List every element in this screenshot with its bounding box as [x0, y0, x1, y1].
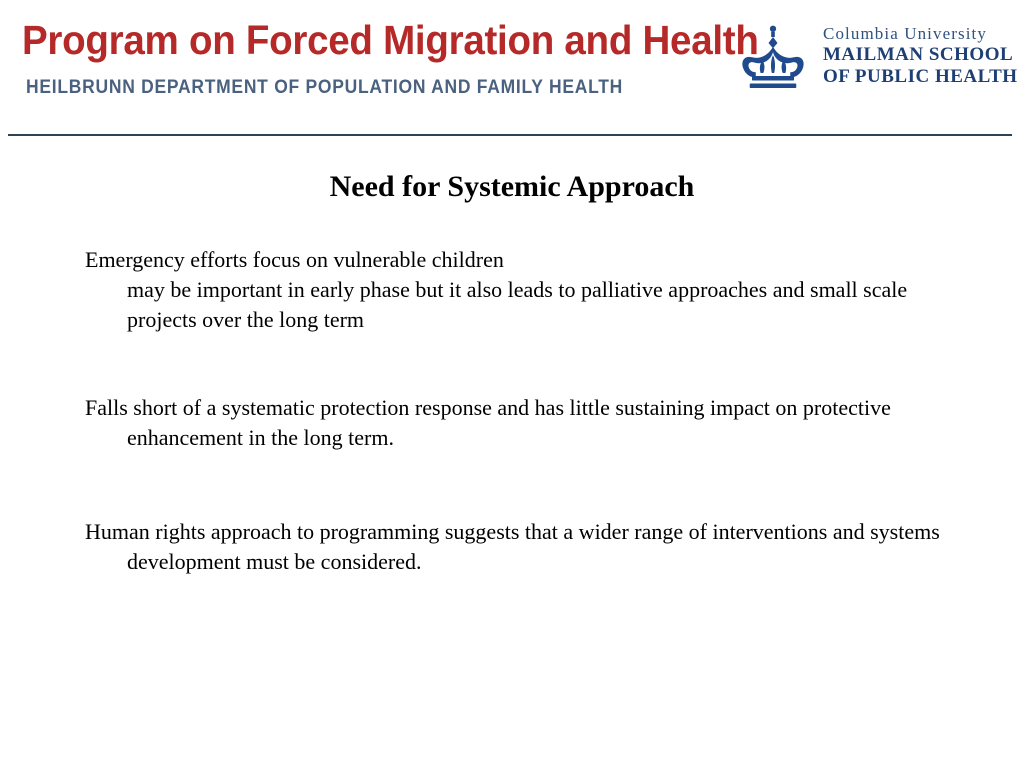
slide-body: [85, 245, 965, 577]
body-spacer-2: [85, 481, 965, 517]
body-block-3: [85, 517, 965, 577]
columbia-wordmark: [823, 24, 1018, 88]
program-logo: [22, 16, 759, 101]
body-block-1-lead: Emergency efforts focus on vulnerable children: [85, 247, 504, 272]
mailman-school-label: MAILMAN SCHOOL: [823, 44, 1014, 65]
body-block-2-lead: Falls short of a systematic protection response and has little sustaining impact on protective enhancement in the long term.: [85, 395, 891, 450]
header-divider: [8, 134, 1012, 136]
body-block-3-lead: Human rights approach to programming suggests that a wider range of interventions and systems development must be considered.: [85, 519, 940, 574]
body-spacer-1: [85, 363, 965, 393]
slide-header: [0, 0, 1024, 136]
program-logo-title: Program on Forced Migration and Health: [22, 17, 759, 63]
body-block-2: [85, 393, 965, 453]
body-block-1-detail: may be important in early phase but it also leads to palliative approaches and small scale projects over the long term: [127, 277, 908, 332]
public-health-label: OF PUBLIC HEALTH: [823, 66, 1018, 87]
columbia-university-label: Columbia University: [823, 24, 987, 43]
columbia-mailman-logo: [735, 22, 1018, 91]
body-block-1: [85, 245, 965, 335]
slide-title: Need for Systemic Approach: [329, 170, 695, 203]
program-logo-subtitle: HEILBRUNN DEPARTMENT OF POPULATION AND FAMILY HEALTH: [26, 77, 623, 98]
columbia-crown-icon: [735, 25, 811, 91]
